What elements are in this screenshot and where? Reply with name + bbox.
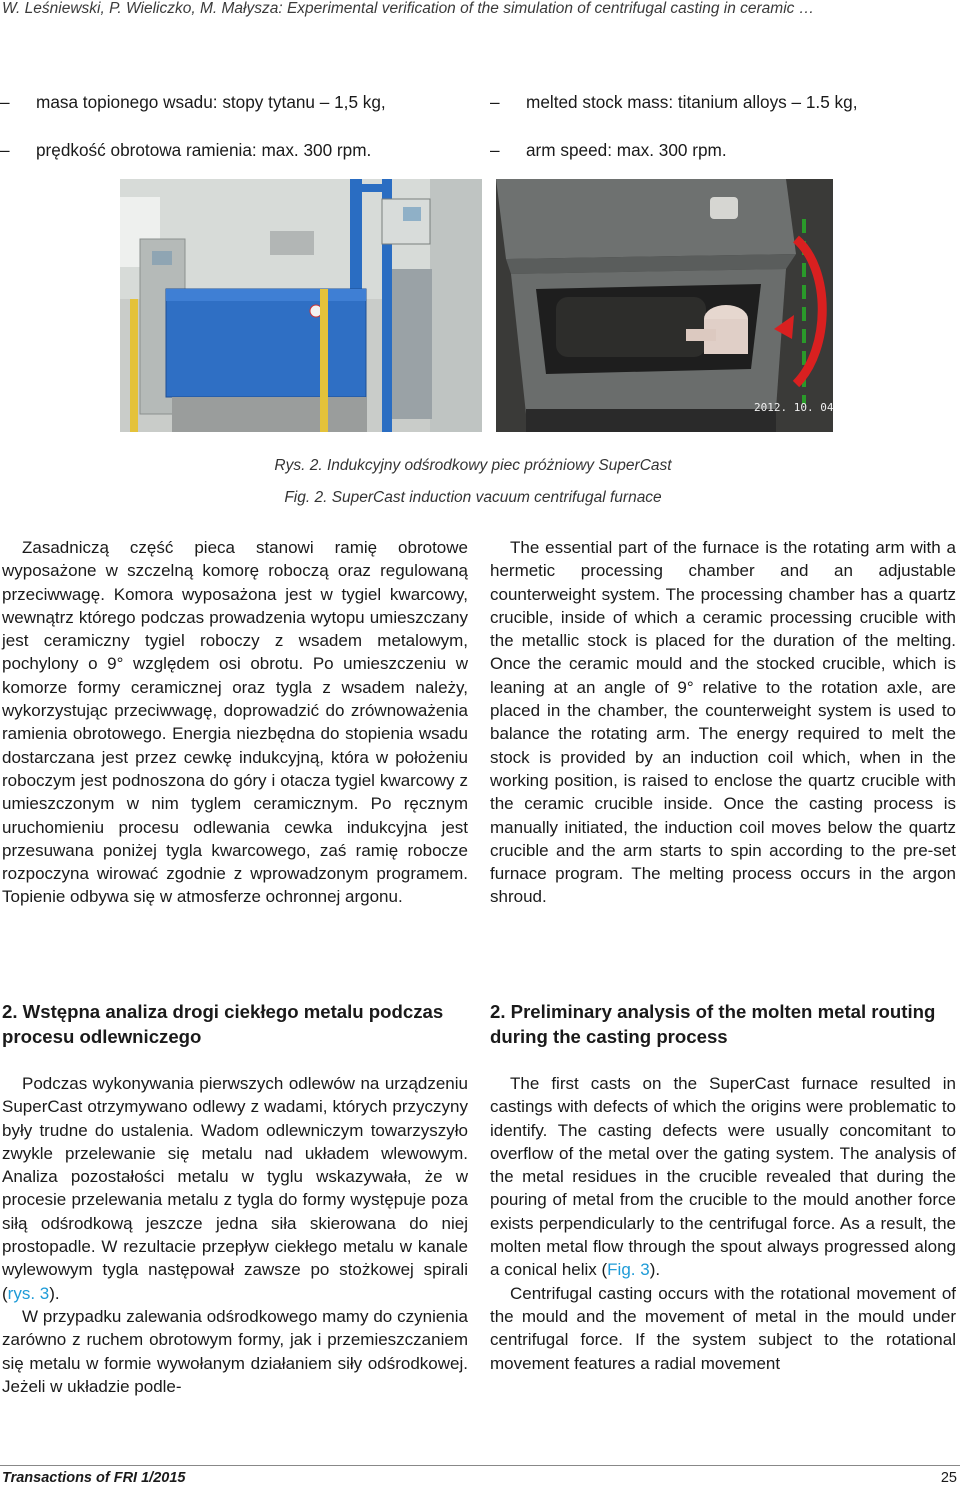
- chamber-photo-image: [496, 179, 833, 432]
- photo-timestamp: 2012. 10. 04: [754, 401, 833, 414]
- bullets-en: [490, 90, 950, 186]
- section-heading-pl: 2. Wstępna analiza drogi ciekłego metalu podczas procesu odlewniczego: [2, 1001, 444, 1047]
- bullet-text: masa topionego wsadu: stopy tytanu – 1,5 kg,: [36, 92, 386, 112]
- bullet-dash: –: [490, 140, 500, 160]
- figure-caption-pl: Rys. 2. Indukcyjny odśrodkowy piec próżniowy SuperCast: [274, 457, 672, 474]
- paragraph: The essential part of the furnace is the rotating arm with a hermetic processing chamber and an adjustable counterweight system. The processing chamber has a quartz crucible, inside of which a ceramic processing crucible with the metallic stock is placed for the duration of the melting. Once the ceramic mould and the stocked crucible, which is leaning at an angle of 9° relative to the rotation axle, are placed in the chamber, the counterweight system is used to balance the rotating arm. The energy required to melt the stock is provided by an induction coil which, when in the working position, is raised to enclose the quartz crucible with the ceramic crucible inside. Once the casting process is manually initiated, the induction coil moves below the quartz crucible and the arm starts to spin according to the pre-set furnace program. The melting process occurs in the argon shroud.: [490, 538, 956, 907]
- paragraph: Zasadniczą część pieca stanowi ramię obrotowe wyposażone w szczelną komorę roboczą oraz regulowaną przeciwwagę. Komora wyposażona jest w tygiel kwarcowy, wewnątrz którego podczas prowadzenia wytopu umieszczany jest ceramiczny tygiel roboczy z wsadem metalowym, pochylony o 9° względem osi obrotu. Po umieszczeniu w komorze formy ceramicznej oraz tygla z wsadem należy, wykorzystując przeciwwagę, doprowadzić do zrównoważenia ramienia obrotowego. Energia niezbędna do stopienia wsadu dostarczana jest przez cewkę indukcyjną, która w położeniu roboczym jest podnoszona do góry i otacza tygiel kwarcowy z umieszczonym w nim tyglem ceramicznym. Po ręcznym uruchomieniu procesu odlewania cewka indukcyjna jest przesuwana poniżej tygla kwarcowego, zaś ramię robocze rozpoczyna wirować zgodnie z wprowadzonym programem. Topienie odbywa się w atmosferze ochronnej argonu.: [2, 538, 468, 907]
- paragraph-text: Podczas wykonywania pierwszych odlewów na urządzeniu SuperCast otrzymywano odlewy z wadami, których przyczyny były trudne do ustalenia. Wadom odlewniczym towarzyszyło zwykle przelewanie się metalu nad układem wlewowym. Analiza pozostałości metalu w tyglu wskazywała, że w procesie przelewania metalu z tygla do formy występuje poza siłą odśrodkową jeszcze jedna siła skierowana do niej prostopadle. W rezultacie przepływ ciekłego metalu w kanale wylewowym tygla następował zawsze po stożkowej spirali (: [2, 1074, 468, 1303]
- body-text-en-2: [490, 1072, 956, 1375]
- bullet-dash: –: [0, 140, 10, 160]
- body-text-en-1: [490, 536, 956, 909]
- chamber-photo: [496, 179, 833, 432]
- paragraph-text: ).: [649, 1260, 661, 1280]
- figure-reference-link[interactable]: rys. 3: [7, 1283, 50, 1303]
- paragraph: W przypadku zalewania odśrodkowego mamy do czynienia zarówno z ruchem obrotowym formy, jak i przemieszczaniem się metalu w formie wywołanym działaniem siły odśrodkowej. Jeżeli w układzie podle-: [2, 1306, 468, 1396]
- paragraph: [490, 1072, 956, 1282]
- furnace-photo: [120, 179, 482, 432]
- bullet-item: [490, 90, 950, 138]
- furnace-photo-image: [120, 179, 482, 432]
- running-header: W. Leśniewski, P. Wieliczko, M. Małysza: Experimental verification of the simulation of centrifugal casting in ceramic …: [2, 0, 815, 17]
- body-text-pl-2: [2, 1072, 468, 1398]
- bullets-pl: [0, 90, 460, 186]
- figure-reference-link[interactable]: Fig. 3: [607, 1260, 650, 1280]
- page-number: 25: [940, 1470, 957, 1486]
- bullet-text: arm speed: max. 300 rpm.: [526, 140, 727, 160]
- bullet-dash: –: [490, 92, 500, 112]
- figure-caption-en: Fig. 2. SuperCast induction vacuum centrifugal furnace: [284, 489, 662, 506]
- paragraph-text: ).: [49, 1283, 60, 1303]
- bullet-dash: –: [0, 92, 10, 112]
- footer-divider: [0, 1465, 960, 1466]
- paragraph: Centrifugal casting occurs with the rotational movement of the mould and the movement of metal in the mould under centrifugal force. If the system subject to the rotational movement features a radial movement: [490, 1283, 956, 1373]
- body-text-pl-1: [2, 536, 468, 909]
- paragraph: [2, 1072, 468, 1305]
- footer-journal: Transactions of FRI 1/2015: [2, 1470, 186, 1486]
- section-heading-en: 2. Preliminary analysis of the molten metal routing during the casting process: [490, 1001, 936, 1047]
- bullet-text: prędkość obrotowa ramienia: max. 300 rpm.: [36, 140, 372, 160]
- bullet-item: [0, 90, 460, 138]
- paragraph-text: The first casts on the SuperCast furnace resulted in castings with defects of which the origins were problematic to identify. The casting defects were usually concomitant to overflow of the metal over the gating system. The analysis of the metal residues in the crucible revealed that during the pouring of metal from the crucible to the mould another force exists perpendicularly to the centrifugal force. As a result, the molten metal flow through the spout always progressed along a conical helix (: [490, 1074, 956, 1280]
- bullet-text: melted stock mass: titanium alloys – 1.5 kg,: [526, 92, 858, 112]
